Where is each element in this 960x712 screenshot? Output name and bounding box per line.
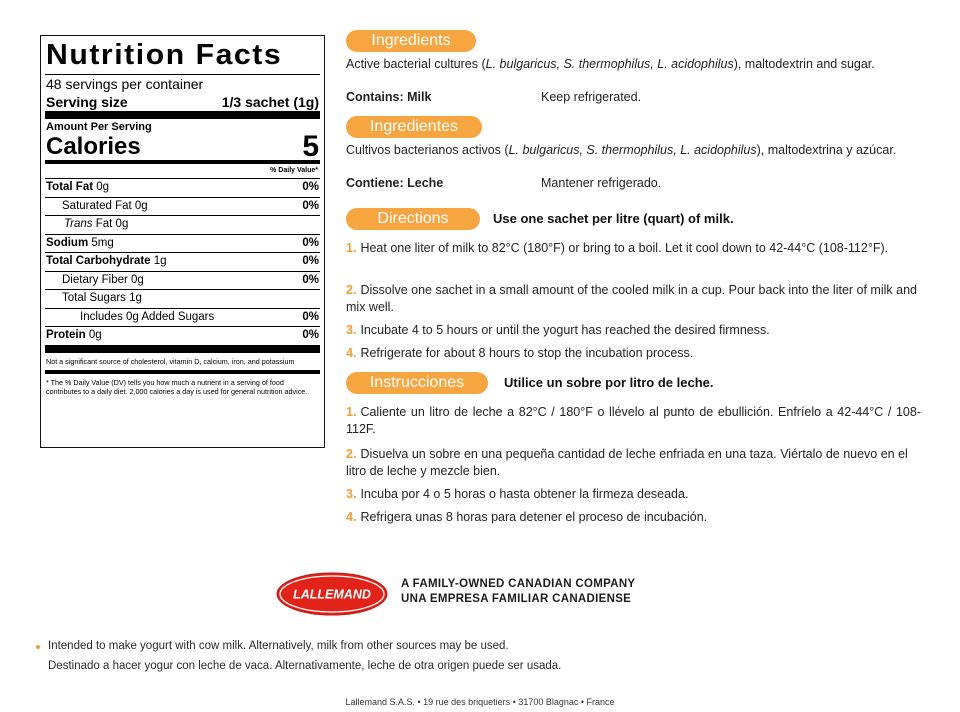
ingredients-badge: Ingredients [346, 30, 476, 52]
nutrient-row-total-carbohydrate [45, 252, 320, 271]
serving-size-value: 1/3 sachet (1g) [221, 94, 319, 110]
nutrient-pct: 0% [302, 310, 319, 323]
logo-text: LALLEMAND [293, 587, 371, 602]
nutrient-pct: 0% [302, 236, 319, 249]
lallemand-logo [276, 572, 388, 616]
nutrient-name: Total Fat [46, 181, 94, 193]
keep-refrigerated: Keep refrigerated. [541, 90, 642, 104]
step-number: 3. [346, 487, 357, 501]
ingredients-text-pre: Active bacterial cultures ( [346, 57, 486, 71]
nutrient-row-protein [45, 326, 320, 345]
contains-label: Contains: Milk [346, 90, 432, 104]
nutrient-name-italic: Trans [64, 218, 93, 230]
nutrient-amount: 0g [85, 329, 102, 341]
instruccion-step-2 [346, 446, 921, 480]
ingredientes-text [346, 143, 926, 157]
step-text: Refrigerate for about 8 hours to stop the incubation process. [360, 346, 694, 360]
nutrient-row-total-fat [45, 178, 320, 197]
nutrient-pct: 0% [302, 273, 319, 286]
ingredientes-species: L. bulgaricus, S. thermophilus, L. acidophilus [508, 143, 757, 157]
step-number: 1. [346, 241, 357, 255]
step-number: 1. [346, 405, 357, 419]
step-text: Caliente un litro de leche a 82°C / 180°F o llévelo al punto de ebullición. Enfríelo a 42-44°C / 108-112F. [346, 405, 921, 436]
direction-step-3 [346, 322, 921, 339]
step-text: Heat one liter of milk to 82°C (180°F) or bring to a boil. Let it cool down to 42-44°C (108-112°F). [360, 241, 889, 255]
instrucciones-badge: Instrucciones [346, 372, 488, 394]
nutrient-name: Dietary Fiber 0g [62, 273, 144, 286]
instruccion-step-4 [346, 509, 921, 526]
nutrient-name-rest: Fat 0g [92, 218, 129, 230]
nutrient-name: Total Carbohydrate [46, 255, 151, 267]
nutrient-row-trans-fat [45, 215, 320, 234]
nutrient-amount: 5mg [88, 236, 114, 249]
nutrient-row-saturated-fat [45, 197, 320, 216]
mantener-refrigerado: Mantener refrigerado. [541, 176, 662, 190]
step-text: Incuba por 4 o 5 horas o hasta obtener la firmeza deseada. [360, 487, 689, 501]
nutrition-footnote-daily-value: * The % Daily Value (DV) tells you how much a nutrient in a serving of food contributes to a daily diet. 2,000 calories a day is used for general nutrition advice. [46, 377, 308, 397]
instrucciones-heading: Utilice un sobre por litro de leche. [504, 375, 714, 390]
nutrient-pct: 0% [302, 199, 319, 212]
calories-label: Calories [46, 133, 141, 160]
nutrition-facts-panel [40, 35, 325, 448]
step-number: 2. [346, 447, 357, 461]
step-text: Incubate 4 to 5 hours or until the yogurt has reached the desired firmness. [360, 323, 770, 337]
nutrient-name: Protein [46, 329, 86, 341]
note-en: Intended to make yogurt with cow milk. Alternatively, milk from other sources may be used. [48, 640, 509, 652]
company-address: Lallemand S.A.S. • 19 rue des briquetiers • 31700 Blagnac • France [345, 697, 615, 707]
calories-row [45, 130, 320, 163]
nutrient-name: Includes 0g Added Sugars [80, 310, 215, 323]
nutrient-row-total-sugars [45, 289, 320, 308]
step-text: Refrigera unas 8 horas para detener el proceso de incubación. [360, 510, 708, 524]
nutrient-pct: 0% [302, 329, 319, 341]
ingredients-species: L. bulgaricus, S. thermophilus, L. acidophilus [485, 57, 734, 71]
step-number: 2. [346, 283, 357, 297]
direction-step-1 [346, 240, 921, 257]
note-bullet [36, 645, 40, 649]
contiene-leche [346, 176, 443, 190]
nutrient-name: Sodium [46, 236, 89, 249]
tagline-en: A FAMILY-OWNED CANADIAN COMPANY [401, 578, 636, 590]
ingredientes-text-post: ), maltodextrina y azúcar. [756, 143, 897, 157]
nutrition-footnote-significant: Not a significant source of cholesterol, vitamin D, calcium, iron, and potassium [46, 356, 295, 366]
nutrient-pct: 0% [302, 181, 319, 193]
note-es: Destinado a hacer yogur con leche de vaca. Alternativamente, leche de otra origen puede ser usada. [48, 660, 562, 672]
nutrient-name: Saturated Fat 0g [62, 199, 148, 212]
nutrient-name: Total Sugars 1g [62, 292, 142, 304]
ingredientes-badge: Ingredientes [346, 116, 482, 138]
nutrient-pct: 0% [302, 255, 319, 267]
tagline-es: UNA EMPRESA FAMILIAR CANADIENSE [401, 593, 632, 605]
ingredientes-text-pre: Cultivos bacterianos activos ( [346, 143, 509, 157]
step-text: Dissolve one sachet in a small amount of the cooled milk in a cup. Pour back into the liter of milk and mix well. [346, 283, 917, 314]
ingredients-text-post: ), maltodextrin and sugar. [733, 57, 875, 71]
amount-per-serving: Amount Per Serving [46, 121, 152, 133]
nutrient-row-added-sugars [45, 308, 320, 327]
direction-step-4 [346, 345, 921, 362]
ingredients-text [346, 57, 926, 71]
contains-milk [346, 90, 431, 104]
direction-step-2 [346, 282, 921, 316]
calories-value: 5 [302, 130, 319, 163]
daily-value-header: % Daily Value* [270, 167, 318, 174]
servings-per-container: 48 servings per container [46, 76, 204, 92]
step-number: 4. [346, 510, 357, 524]
nutrient-row-sodium [45, 234, 320, 253]
nutrient-row-dietary-fiber [45, 271, 320, 290]
serving-size-label: Serving size [46, 94, 128, 110]
nutrient-amount: 1g [150, 255, 167, 267]
serving-size [45, 93, 320, 111]
step-text: Disuelva un sobre en una pequeña cantidad de leche enfriada en una taza. Viértalo de nuevo en el litro de leche y mezcle bien. [346, 447, 908, 478]
contiene-label: Contiene: Leche [346, 176, 444, 190]
instruccion-step-3 [346, 486, 921, 503]
step-number: 4. [346, 346, 357, 360]
instruccion-step-1 [346, 404, 921, 438]
step-number: 3. [346, 323, 357, 337]
nutrition-facts-title: Nutrition Facts [46, 39, 283, 71]
nutrient-amount: 0g [93, 181, 110, 193]
directions-badge: Directions [346, 208, 480, 230]
directions-heading: Use one sachet per litre (quart) of milk. [493, 211, 734, 226]
